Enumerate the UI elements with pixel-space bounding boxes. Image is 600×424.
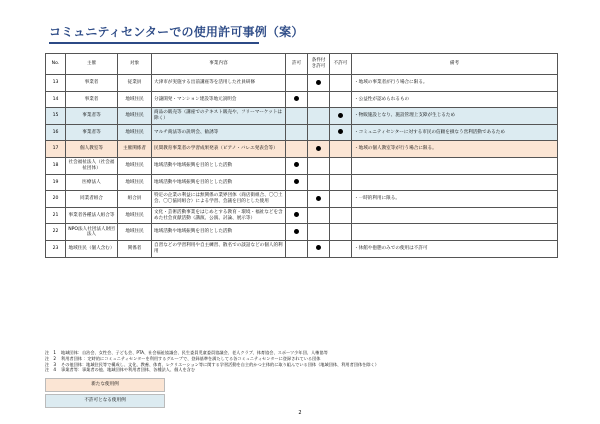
- cell-content: 地域活動や地域振興を目的とした活動: [152, 157, 286, 174]
- cell-conditional: [308, 174, 330, 191]
- table-row: [46, 224, 558, 241]
- mark-dot-icon: [294, 162, 299, 167]
- footnote: [45, 367, 560, 373]
- table-row: [46, 174, 558, 191]
- cell-conditional: [308, 124, 330, 141]
- mark-dot-icon: [294, 179, 299, 184]
- cell-allow: [286, 224, 308, 241]
- cell-no: 19: [46, 174, 66, 191]
- cell-target: 地域住民: [118, 124, 152, 141]
- cell-remarks: ・一時的利用に限る。: [352, 191, 558, 208]
- cell-remarks: ・地域の事業者が行う場合に限る。: [352, 75, 558, 92]
- footnote-key: 注 3: [45, 361, 57, 367]
- cell-subject: 社会福祉法人（社会福祉団体）: [66, 157, 118, 174]
- table-row: [46, 191, 558, 208]
- cell-content: 商品の販売等（講座でのテキスト販売や、フリーマーケットは除く）: [152, 108, 286, 125]
- table-row: [46, 157, 558, 174]
- usage-cases-table: [45, 53, 558, 258]
- table-row: [46, 141, 558, 158]
- cell-allow: [286, 157, 308, 174]
- table-row: [46, 240, 558, 257]
- cell-deny: [330, 75, 352, 92]
- cell-allow: [286, 174, 308, 191]
- cell-deny: [330, 108, 352, 125]
- page-title: コミュニティセンターでの使用許可事例（案）: [49, 25, 304, 39]
- mark-dot-icon: [316, 245, 321, 250]
- legend-new-usage: 新たな使用例: [45, 378, 165, 392]
- legend-not-allowed: 不許可となる使用例: [45, 394, 165, 408]
- table-header-row: [46, 54, 558, 75]
- cell-no: 21: [46, 207, 66, 224]
- cell-deny: [330, 157, 352, 174]
- footnote-text: 利用者団体 ：定時的にコミュニティセンターを利用するグループで、登録基準を満たしてる各コミュニティセンターに登録されている団体: [61, 355, 321, 361]
- cell-conditional: [308, 141, 330, 158]
- cell-target: 従業員: [118, 75, 152, 92]
- cell-subject: 事業者等: [66, 108, 118, 125]
- cell-remarks: ・公益性が認められるもの: [352, 91, 558, 108]
- cell-content: 民間教育事業者の学習成果発表（ピアノ・バレエ発表会等）: [152, 141, 286, 158]
- cell-allow: [286, 108, 308, 125]
- cell-subject: 医療法人: [66, 174, 118, 191]
- cell-content: 地域活動や地域振興を目的とした活動: [152, 224, 286, 241]
- cell-target: 地域住民: [118, 108, 152, 125]
- footnote-text: 地域団体：自治会、女性会、子ども会、PTA、社会福祉協議会、民生委員児童委員協議会、老人クラブ、体育協会、スポーツ少年団、人権協等: [61, 350, 328, 355]
- cell-allow: [286, 91, 308, 108]
- cell-no: 15: [46, 108, 66, 125]
- cell-conditional: [308, 108, 330, 125]
- cell-target: 組合員: [118, 191, 152, 208]
- cell-remarks: [352, 207, 558, 224]
- mark-dot-icon: [294, 212, 299, 217]
- cell-subject: 事業者: [66, 91, 118, 108]
- cell-target: 関係者: [118, 240, 152, 257]
- footnote-key: 注 2: [45, 355, 57, 361]
- cell-subject: 地域住民（個人含む）: [66, 240, 118, 257]
- cell-remarks: ・コミュニティセンターに対する市民の信頼を損なう営利活動であるため: [352, 124, 558, 141]
- cell-content: 特定の企業の利益には無関係の業界団体（商店街組合、〇〇土会、〇〇協同組合）による学習、会議を目的とした使用: [152, 191, 286, 208]
- table-row: [46, 108, 558, 125]
- cell-target: 地域住民: [118, 157, 152, 174]
- cell-subject: 個人教室等: [66, 141, 118, 158]
- cell-allow: [286, 240, 308, 257]
- cell-no: 18: [46, 157, 66, 174]
- cell-deny: [330, 174, 352, 191]
- table-row: [46, 124, 558, 141]
- cell-remarks: [352, 157, 558, 174]
- cell-no: 22: [46, 224, 66, 241]
- cell-remarks: [352, 174, 558, 191]
- cell-subject: 同業者組合: [66, 191, 118, 208]
- header-allow: 許可: [286, 54, 308, 75]
- cell-no: 16: [46, 124, 66, 141]
- cell-conditional: [308, 75, 330, 92]
- cell-content: 文化・芸術活動事業をはじめとする教育・環境・福祉などを含めた社会貢献活動（講演、公演、討論、展示等）: [152, 207, 286, 224]
- cell-target: 地域住民: [118, 174, 152, 191]
- cell-conditional: [308, 91, 330, 108]
- cell-subject: NPO法人社団法人財団法人: [66, 224, 118, 241]
- mark-dot-icon: [316, 196, 321, 201]
- cell-subject: 事業者: [66, 75, 118, 92]
- cell-allow: [286, 124, 308, 141]
- cell-conditional: [308, 157, 330, 174]
- table-row: [46, 207, 558, 224]
- cell-deny: [330, 240, 352, 257]
- title-underline: [49, 42, 259, 44]
- cell-content: 地域活動や地域振興を目的とした活動: [152, 174, 286, 191]
- cell-conditional: [308, 240, 330, 257]
- cell-content: マルチ商法等の説明会、勧誘等: [152, 124, 286, 141]
- cell-remarks: [352, 224, 558, 241]
- cell-deny: [330, 191, 352, 208]
- header-remarks: 備考: [352, 54, 558, 75]
- cell-allow: [286, 207, 308, 224]
- cell-target: 地域住民: [118, 207, 152, 224]
- cell-content: 大津市が実施する出前講座等を活用した社員研修: [152, 75, 286, 92]
- header-target: 対象: [118, 54, 152, 75]
- cell-conditional: [308, 191, 330, 208]
- page-number: 2: [298, 410, 302, 416]
- header-no: No.: [46, 54, 66, 75]
- footnote-key: 注 1: [45, 350, 57, 355]
- cell-content: 自習などの学習利用や自主練習、散名での談話などの個人的利用: [152, 240, 286, 257]
- cell-deny: [330, 91, 352, 108]
- cell-remarks: ・物販施設となり、施設管理上支障が生じるため: [352, 108, 558, 125]
- cell-deny: [330, 207, 352, 224]
- cell-allow: [286, 191, 308, 208]
- mark-dot-icon: [294, 96, 299, 101]
- header-conditional: 条件付き許可: [308, 54, 330, 75]
- cell-no: 23: [46, 240, 66, 257]
- cell-content: 分譲開発・マンション建設等地元説明会: [152, 91, 286, 108]
- mark-dot-icon: [338, 113, 343, 118]
- table-row: [46, 91, 558, 108]
- cell-deny: [330, 124, 352, 141]
- cell-subject: 事業者等: [66, 124, 118, 141]
- cell-allow: [286, 141, 308, 158]
- cell-remarks: ・地域の個人教室等が行う場合に限る。: [352, 141, 558, 158]
- footnote-text: その他団体：地域住民等で構成し、文化、教養、体育、レクリエーション等に関する学習活動を自主的かつ主体的に取り組んでいる団体（地域団体、利用者団体を除く）: [61, 361, 379, 367]
- cell-target: 地域住民: [118, 224, 152, 241]
- cell-target: 地域住民: [118, 91, 152, 108]
- cell-deny: [330, 224, 352, 241]
- header-deny: 不許可: [330, 54, 352, 75]
- footnotes: [45, 350, 560, 373]
- cell-no: 20: [46, 191, 66, 208]
- footnote-text: 事業者等：事業者の他、地域団体や利用者団体、各種法人、個人を含む: [61, 367, 196, 373]
- cell-no: 13: [46, 75, 66, 92]
- mark-dot-icon: [338, 129, 343, 134]
- cell-subject: 事業者各種法人組合等: [66, 207, 118, 224]
- cell-no: 17: [46, 141, 66, 158]
- cell-conditional: [308, 224, 330, 241]
- header-subject: 主催: [66, 54, 118, 75]
- header-content: 事業内容: [152, 54, 286, 75]
- cell-conditional: [308, 207, 330, 224]
- cell-deny: [330, 141, 352, 158]
- footnote-key: 注 4: [45, 367, 57, 373]
- cell-allow: [286, 75, 308, 92]
- cell-no: 14: [46, 91, 66, 108]
- mark-dot-icon: [316, 146, 321, 151]
- cell-remarks: ・休館や抱態のみでの使用は不許可: [352, 240, 558, 257]
- mark-dot-icon: [294, 229, 299, 234]
- cell-target: 主催関係者: [118, 141, 152, 158]
- mark-dot-icon: [316, 80, 321, 85]
- table-row: [46, 75, 558, 92]
